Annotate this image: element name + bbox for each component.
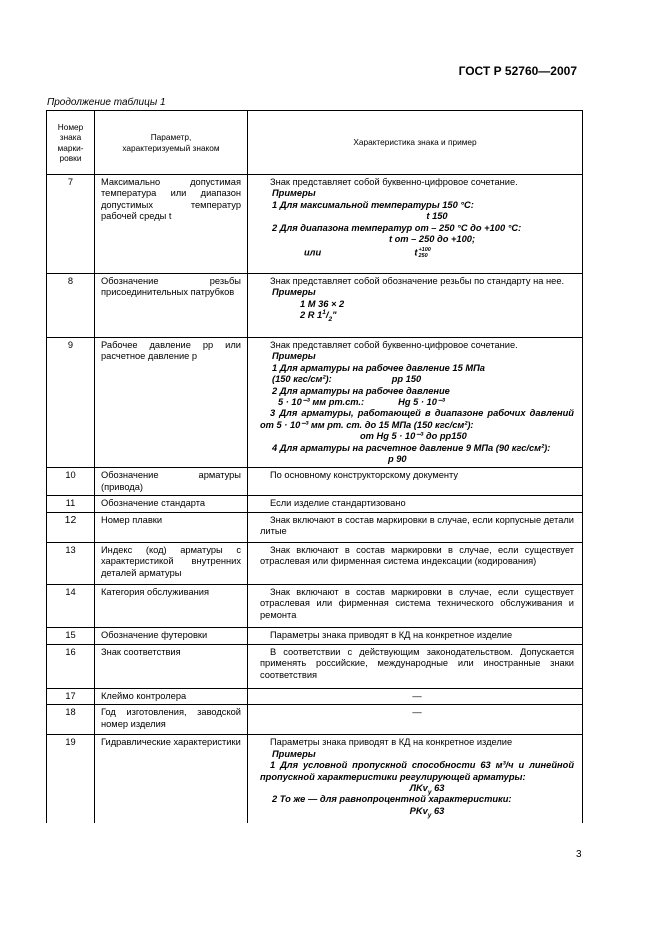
row-characteristic: Знак включают в состав маркировки в случае, если корпусные детали литые: [248, 512, 583, 542]
row-number: 13: [47, 542, 95, 584]
row-number: 17: [47, 688, 95, 704]
row-characteristic: Знак представляет собой буквенно-цифровое сочетание. Примеры 1 Для максимальной температуры 150 °С: t 150 2 Для диапазона температур от – 250 °С до +100 °С: t от – 250 до +100; или t +100 250: [248, 175, 583, 274]
header-number: Номер знака марки- ровки: [47, 111, 95, 175]
row-parameter: Обозначение арматуры (привода): [95, 468, 248, 496]
row-parameter: Клеймо контролера: [95, 688, 248, 704]
row-characteristic: Знак включают в состав маркировки в случае, если существует отраслевая или фирменная система технического обслуживания и ремонта: [248, 584, 583, 627]
table-row: [47, 512, 583, 542]
row-number: 9: [47, 338, 95, 468]
row-characteristic: Параметры знака приводят в КД на конкретное изделие: [248, 627, 583, 644]
table-row: [47, 584, 583, 627]
table-row: [47, 688, 583, 704]
row-parameter: Обозначение стандарта: [95, 496, 248, 512]
row-characteristic: Если изделие стандартизовано: [248, 496, 583, 512]
row-characteristic: Знак представляет собой обозначение резьбы по стандарту на нее. Примеры 1 М 36 × 2 2 R $1^1/_2$": [248, 274, 583, 338]
row-parameter: Номер плавки: [95, 512, 248, 542]
table-row: [47, 468, 583, 496]
row-parameter: Год изготовления, заводской номер изделия: [95, 705, 248, 735]
row-number: 8: [47, 274, 95, 338]
table-row: [47, 542, 583, 584]
table-row: [47, 705, 583, 735]
row-number: 16: [47, 644, 95, 688]
row-characteristic: В соответствии с действующим законодательством. Допускается применять российские, международные или иностранные знаки соответствия: [248, 644, 583, 688]
row-parameter: Обозначение резьбы присоединительных патрубков: [95, 274, 248, 338]
row-characteristic: Параметры знака приводят в КД на конкретное изделие Примеры 1 Для условной пропускной способности 63 м³/ч и линейной пропускной характеристики регулирующей арматуры: ЛKv$_y$ 63 2 То же — для равнопроцентной характеристики: PKv$_y$ 63: [248, 735, 583, 823]
table-row: [47, 627, 583, 644]
row-characteristic: По основному конструкторскому документу: [248, 468, 583, 496]
row-characteristic: —: [248, 688, 583, 704]
marking-table: [46, 110, 583, 823]
row-characteristic: —: [248, 705, 583, 735]
table-row: [47, 644, 583, 688]
table-header-row: [47, 111, 583, 175]
row-number: 19: [47, 735, 95, 823]
row-parameter: Знак соответствия: [95, 644, 248, 688]
row-number: 15: [47, 627, 95, 644]
row-number: 7: [47, 175, 95, 274]
table-row: [47, 735, 583, 823]
row-number: 10: [47, 468, 95, 496]
table-continuation-label: Продолжение таблицы 1: [47, 97, 166, 108]
document-id: ГОСТ Р 52760—2007: [458, 64, 577, 78]
page-number: 3: [576, 849, 582, 860]
row-parameter: Рабочее давление pр или расчетное давление p: [95, 338, 248, 468]
table-row: [47, 338, 583, 468]
table-row: [47, 496, 583, 512]
table-row: [47, 274, 583, 338]
row-number: 14: [47, 584, 95, 627]
table-row: [47, 175, 583, 274]
row-parameter: Гидравлические характеристики: [95, 735, 248, 823]
row-parameter: Обозначение футеровки: [95, 627, 248, 644]
temperature-range-fraction: +100 250: [418, 247, 431, 260]
row-characteristic: Знак включают в состав маркировки в случае, если существует отраслевая или фирменная система индексации (кодирования): [248, 542, 583, 584]
row-number: 18: [47, 705, 95, 735]
header-characteristic: Характеристика знака и пример: [248, 111, 583, 175]
row-characteristic: Знак представляет собой буквенно-цифровое сочетание. Примеры 1 Для арматуры на рабочее давление 15 МПа (150 кгс/см²): pр 150 2 Для арматуры на рабочее давление 5 · 10⁻³ мм рт.ст.: Hg 5 · 10⁻³ 3 Для арматуры, работающей в диапазоне рабочих давлений от 5 · 10⁻³ мм рт. ст. до 15 МПа (150 кгс/см²): от Hg 5 · 10⁻³ до pр150 4 Для арматуры на расчетное давление 9 МПа (90 кгс/см²): p 90: [248, 338, 583, 468]
row-parameter: Категория обслуживания: [95, 584, 248, 627]
row-parameter: Максимально допустимая температура или диапазон допустимых температур рабочей среды t: [95, 175, 248, 274]
row-number: 12: [47, 512, 95, 542]
header-parameter: Параметр, характеризуемый знаком: [95, 111, 248, 175]
row-number: 11: [47, 496, 95, 512]
row-parameter: Индекс (код) арматуры с характеристикой внутренних деталей арматуры: [95, 542, 248, 584]
